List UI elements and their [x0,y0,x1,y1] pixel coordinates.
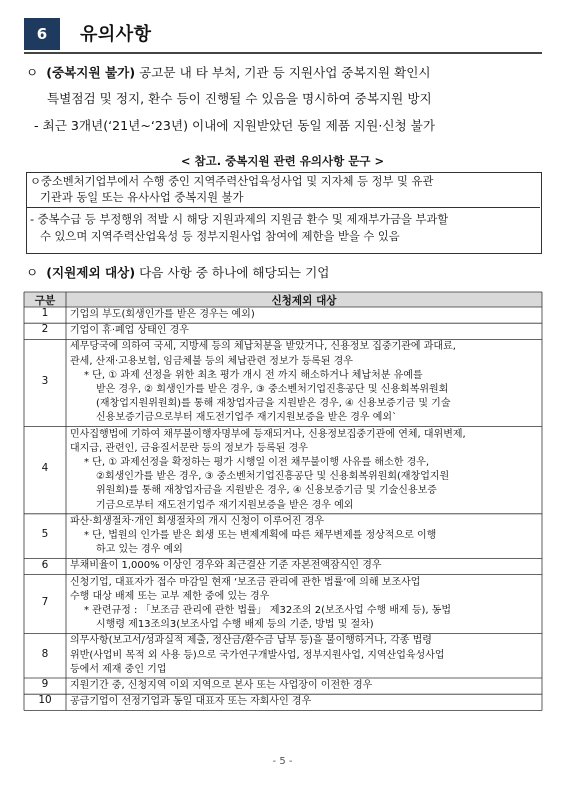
table-cell-line: 신용보증기금으로부터 재도전기업주 재기지원보증을 받은 경우 예외` [96,412,398,424]
table-cell-line: 공급기업이 선정기업과 동일 대표자 또는 자회사인 경우 [70,696,312,708]
para1-text1: 공고문 내 타 부처, 기관 등 지원사업 중복지원 확인시 [135,65,431,80]
table-cell-line: 위원회)를 통해 재창업자금을 지원받은 경우, ④ 신용보증기금 및 기술신용보증 [96,485,437,497]
table-cell-line: ②회생인가를 받은 경우, ③ 중소벤처기업진흥공단 및 신용회복위원회(재창업지원 [96,471,450,483]
table-cell-line: * 단, 법원의 인가를 받은 회생 또는 변제계획에 따른 채무변제를 정상적으로 이행 [84,530,437,541]
table-cell-line: 수행 대상 배제 또는 교부 제한 중에 있는 경우 [70,590,270,602]
table-cell-line: 받은 경우, ② 회생인가를 받은 경우, ③ 중소벤처기업진흥공단 및 신용회복위원회 [96,384,449,395]
notice-row1-line1: ㅇ중소벤처기업부에서 수행 중인 지역주력산업육성사업 및 지자체 등 정부 및 유관 [30,175,434,188]
table-cell-line: * 관련규정 : 「보조금 관리에 관한 법률」 제32조의 2(보조사업 수행 배제 등), 동법 [84,605,452,616]
para1-line2: 특별점검 및 정지, 환수 등이 진행될 수 있음을 명시하여 중복지원 방지 [47,91,432,106]
table-row-number: 5 [41,528,49,541]
notice-row2-line2: 수 있으며 지역주력산업육성 등 정부지원사업 참여에 제한을 받을 수 있음 [40,230,400,243]
table-header-target: 신청제외 대상 [271,295,337,307]
table-cell-line: 기업이 휴·폐업 상태인 경우 [70,325,189,337]
table-row-number: 6 [41,558,49,571]
table-row-number: 7 [41,596,49,608]
table-row-number: 2 [41,323,49,336]
table-row-number: 4 [41,462,49,475]
table-cell-line: 등에서 제재 중인 기업 [70,663,167,675]
table-cell-line: 기금으로부터 재도전기업주 재기지원보증을 받은 경우 예외 [96,499,354,511]
table-row-number: 8 [41,647,49,660]
table-cell-line: * 단, ① 과제 선정을 위한 최초 평가 개시 전 까지 해소하거나 체납처분 유예를 [84,369,423,381]
para1-bold-label: (중복지원 불가) [46,65,136,80]
table-cell-line: 대지급, 관련인, 금융질서문란 등의 정보가 등록된 경우 [70,442,308,454]
table-cell-line: 신청기업, 대표자가 접수 마감일 현재 ‘보조금 관리에 관한 법률’에 의해 보조사업 [70,576,421,588]
section-number-badge: 6 [24,18,60,50]
table-cell-line: 지원기간 중, 신청지역 이외 지역으로 본사 또는 사업장이 이전한 경우 [70,680,373,691]
table-cell-line: 의무사항(보고서/성과실적 제출, 정산금/환수금 납부 등)을 불이행하거나, 각종 법령 [70,635,432,647]
notice-heading: < 참고. 중복지원 관련 유의사항 문구 > [180,154,385,168]
table-cell-line: 민사집행법에 기하여 채무불이행자명부에 등재되거나, 신용정보집중기관에 연체, 대위변제, [70,428,466,440]
table-cell-line: 기업의 부도(회생인가를 받은 경우는 예외) [70,309,255,320]
bullet-circle: ㅇ [26,65,39,80]
table-cell-line: 하고 있는 경우 예외 [96,544,183,556]
table-row-number: 10 [38,694,52,707]
para1-dash-line: - 최근 3개년(‘21년~‘23년) 이내에 지원받았던 동일 제품 지원·신청 불가 [34,118,435,133]
para2-text: 다음 사항 중 하나에 해당되는 기업 [135,265,330,280]
bullet-circle: ㅇ [26,265,39,280]
para2-bold-label: (지원제외 대상) [46,265,136,280]
section-title: 유의사항 [80,24,152,45]
page-number: - 5 - [272,756,293,767]
table-cell-line: 시행령 제13조의3(보조사업 수행 배제 등의 기준, 방법 및 절차) [96,619,374,631]
table-row-number: 9 [41,678,49,691]
notice-row2-line1: - 중복수급 등 부정행위 적발 시 해당 지원과제의 지원금 환수 및 제재부가금을 부과할 [30,213,449,226]
table-header-category: 구분 [34,295,56,307]
table-row-number: 1 [41,307,49,320]
table-row-number: 3 [41,375,49,387]
table-cell-line: 부채비율이 1,000% 이상인 경우와 최근결산 기준 자본전액잠식인 경우 [70,560,382,572]
table-cell-line: 파산·회생절차·개인 회생절차의 개시 신청이 이루어진 경우 [70,515,325,527]
table-cell-line: * 단, ① 과제선정을 확정하는 평가 시행일 이전 채무불이행 사유를 해소한 경우, [84,457,430,468]
table-cell-line: 관세, 산재·고용보험, 임금체불 등의 체납관련 정보가 등록된 경우 [70,355,353,367]
table-cell-line: (재창업지원위원회)를 통해 재창업자금을 지원받은 경우, ④ 신용보증기금 및 기술 [96,398,451,410]
notice-row1-line2: 기관과 동일 또는 유사사업 중복지원 불가 [40,191,244,204]
table-cell-line: 세무당국에 의하여 국세, 지방세 등의 체납처분을 받았거나, 신용정보 집중기관에 과대료, [70,341,456,353]
table-cell-line: 위반(사업비 목적 외 사용 등)으로 국가연구개발사업, 정부지원사업, 지역산업육성사업 [70,649,445,661]
